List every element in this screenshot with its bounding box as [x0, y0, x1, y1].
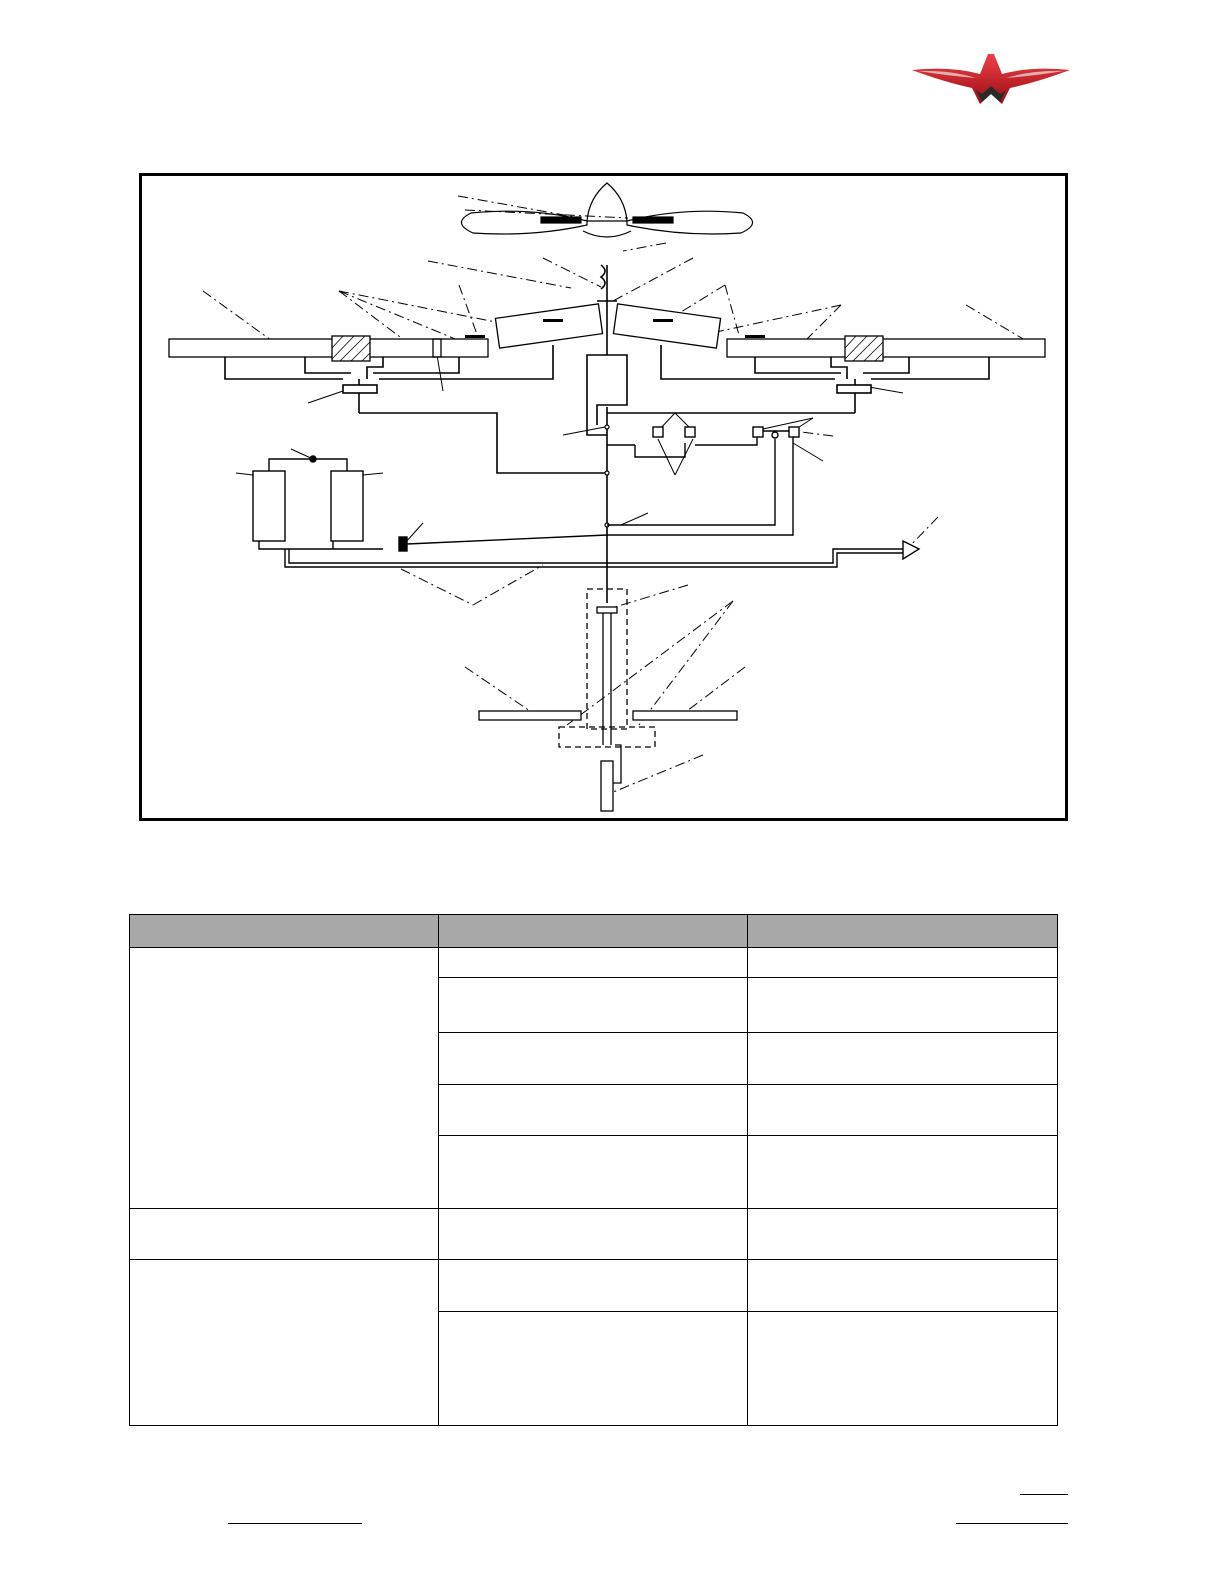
table-header-cell — [439, 915, 748, 948]
table-header-cell — [130, 915, 439, 948]
table-cell — [439, 1085, 748, 1136]
system-schematic-frame — [139, 173, 1068, 821]
table-cell — [439, 1136, 748, 1209]
table-row — [130, 1260, 1058, 1312]
table-cell — [439, 1209, 748, 1260]
table-cell — [748, 948, 1058, 978]
table-cell — [439, 1312, 748, 1426]
table-cell — [439, 1033, 748, 1085]
table-cell — [748, 1136, 1058, 1209]
table-cell — [439, 1260, 748, 1312]
table-cell — [748, 1085, 1058, 1136]
table-cell — [748, 1312, 1058, 1426]
data-table — [129, 914, 1058, 1426]
table-row — [130, 1209, 1058, 1260]
table-cell — [130, 948, 439, 1209]
table-cell — [748, 1209, 1058, 1260]
footer-rule-left — [228, 1523, 362, 1524]
table-row — [130, 948, 1058, 978]
table-cell — [748, 978, 1058, 1033]
system-schematic — [142, 176, 1065, 818]
footer-rule-right-top — [1020, 1494, 1068, 1495]
table-cell — [439, 978, 748, 1033]
table-cell — [748, 1033, 1058, 1085]
table-cell — [130, 1209, 439, 1260]
table-cell — [748, 1260, 1058, 1312]
table-header-cell — [748, 915, 1058, 948]
table-cell — [130, 1260, 439, 1426]
table-header-row — [130, 915, 1058, 948]
footer-rule-right — [956, 1523, 1068, 1524]
table-cell — [439, 948, 748, 978]
brand-logo — [910, 48, 1072, 110]
propeller-icon — [461, 183, 752, 237]
